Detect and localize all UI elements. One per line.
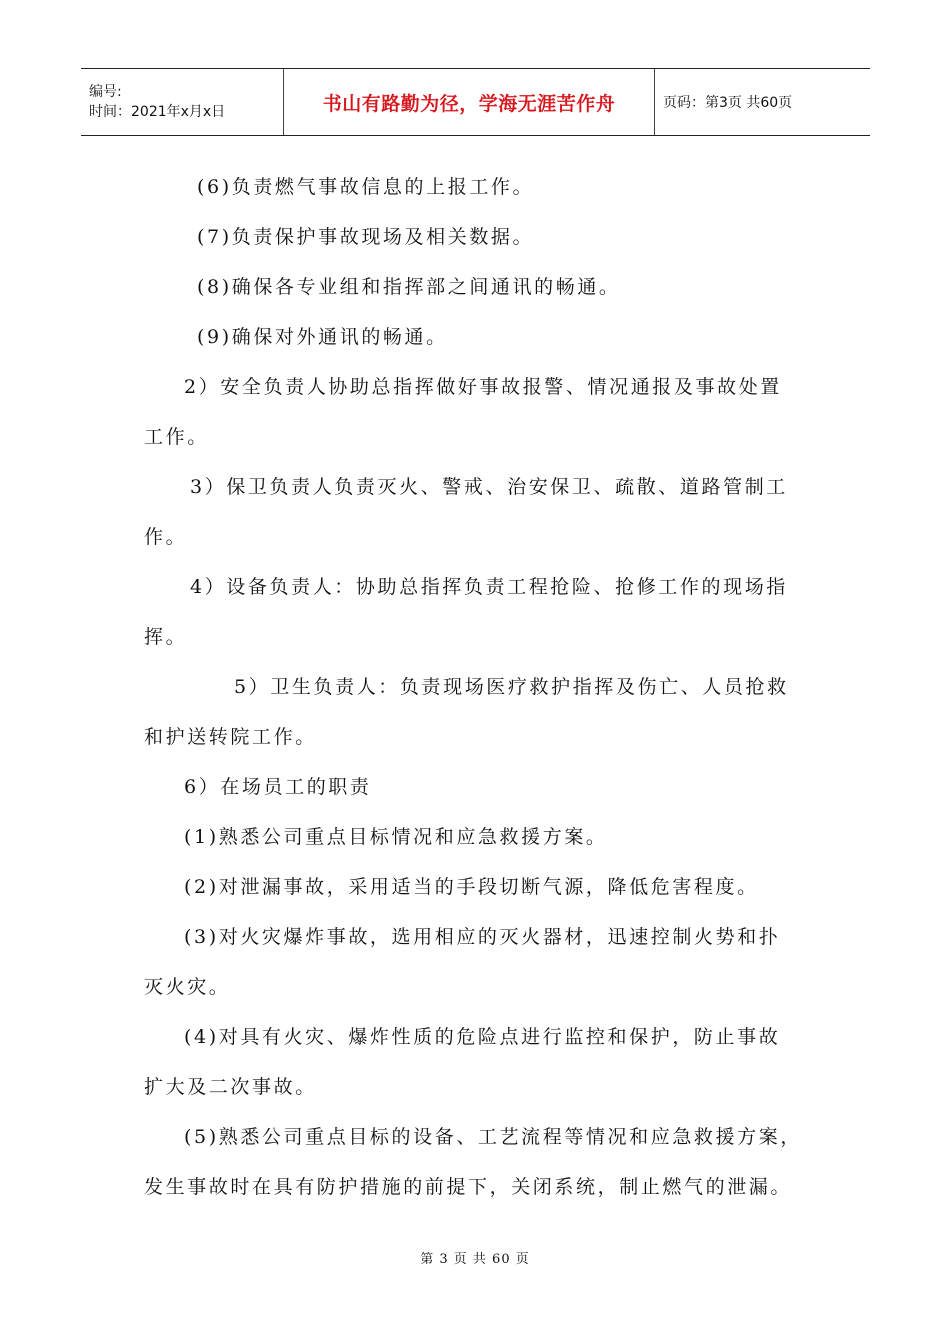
paragraph-line: (6)负责燃气事故信息的上报工作。 [197, 176, 535, 198]
header-page-cell [655, 69, 870, 135]
paragraph-line: 4）设备负责人：协助总指挥负责工程抢险、抢修工作的现场指 [190, 576, 788, 598]
header-page-number: 页码：第3页 共60页 [663, 95, 793, 111]
paragraph-line: (4)对具有火灾、爆炸性质的危险点进行监控和保护，防止事故 [184, 1026, 781, 1048]
page-footer: 第 3 页 共 60 页 [420, 1252, 530, 1267]
document-number-label: 编号: [89, 84, 122, 100]
paragraph-line: (7)负责保护事故现场及相关数据。 [197, 226, 535, 248]
paragraph-line: 2）安全负责人协助总指挥做好事故报警、情况通报及事故处置 [184, 376, 782, 398]
header-motto: 书山有路勤为径，学海无涯苦作舟 [322, 92, 616, 115]
paragraph-line: 6）在场员工的职责 [184, 776, 372, 798]
paragraph-line: (1)熟悉公司重点目标情况和应急救援方案。 [184, 826, 608, 848]
header-motto-cell [283, 69, 655, 135]
paragraph-line: 扩大及二次事故。 [144, 1076, 317, 1098]
paragraph-line: 作。 [144, 526, 188, 548]
paragraph-line: (9)确保对外通讯的畅通。 [197, 326, 448, 348]
paragraph-line: 和护送转院工作。 [144, 726, 317, 748]
paragraph-line: 工作。 [144, 426, 209, 448]
paragraph-line: (3)对火灾爆炸事故，选用相应的灭火器材，迅速控制火势和扑 [184, 926, 781, 948]
header-info [81, 69, 283, 135]
paragraph-line: (8)确保各专业组和指挥部之间通讯的畅通。 [197, 276, 621, 298]
paragraph-line: 灭火灾。 [144, 976, 231, 998]
paragraph-line: 5）卫生负责人：负责现场医疗救护指挥及伤亡、人员抢救 [234, 676, 789, 698]
paragraph-line: (2)对泄漏事故，采用适当的手段切断气源，降低危害程度。 [184, 876, 759, 898]
page-header [81, 68, 870, 136]
paragraph-line: 挥。 [144, 626, 188, 648]
paragraph-line: 3）保卫负责人负责灭火、警戒、治安保卫、疏散、道路管制工 [190, 476, 788, 498]
document-time-label: 时间：2021年x月x日 [89, 104, 226, 120]
paragraph-line: (5)熟悉公司重点目标的设备、工艺流程等情况和应急救援方案， [184, 1126, 802, 1148]
paragraph-line: 发生事故时在具有防护措施的前提下，关闭系统，制止燃气的泄漏。 [144, 1176, 793, 1198]
